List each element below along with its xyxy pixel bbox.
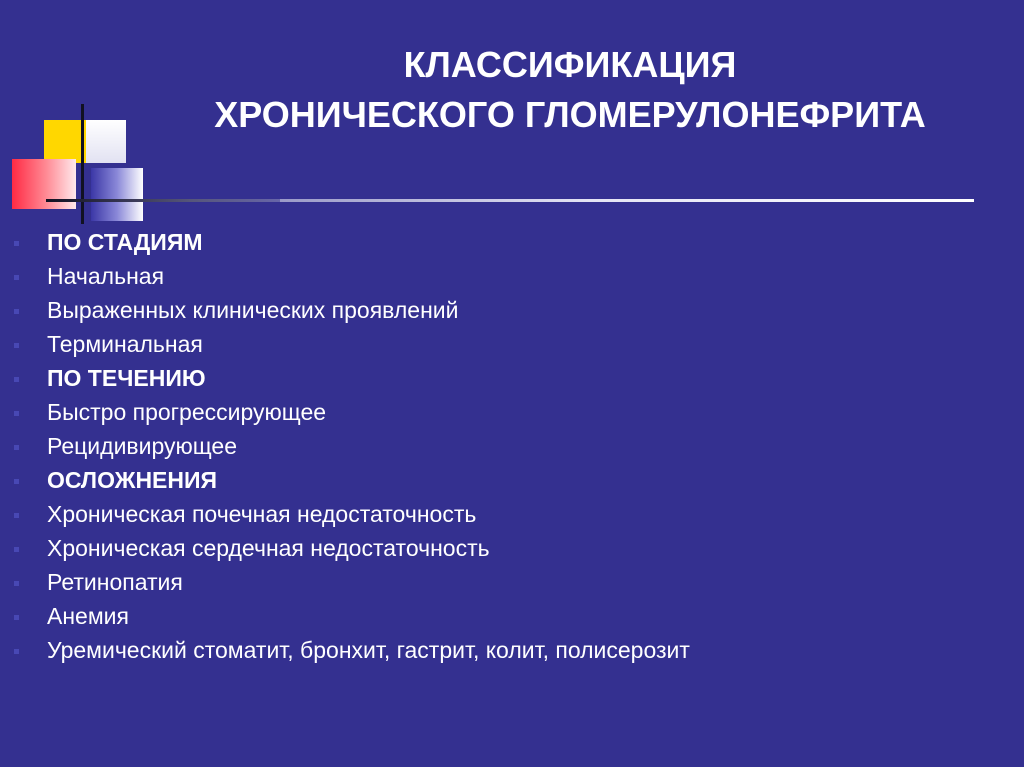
square-bullet-icon (14, 377, 19, 382)
list-item-text: ПО ТЕЧЕНИЮ (47, 365, 206, 391)
list-item (0, 633, 690, 667)
decorative-white-square (86, 120, 126, 163)
section-heading (0, 463, 690, 497)
list-item-text: Ретинопатия (47, 569, 183, 595)
section-heading (0, 225, 690, 259)
list-item (0, 429, 690, 463)
list-item-text: Терминальная (47, 331, 203, 357)
square-bullet-icon (14, 547, 19, 552)
square-bullet-icon (14, 241, 19, 246)
title-underline (280, 199, 974, 202)
square-bullet-icon (14, 513, 19, 518)
list-item-text: ПО СТАДИЯМ (47, 229, 203, 255)
square-bullet-icon (14, 445, 19, 450)
list-item-text: Хроническая сердечная недостаточность (47, 535, 490, 561)
decorative-vertical-line (81, 104, 84, 224)
square-bullet-icon (14, 649, 19, 654)
list-item-text: ОСЛОЖНЕНИЯ (47, 467, 218, 493)
list-item (0, 599, 690, 633)
square-bullet-icon (14, 343, 19, 348)
square-bullet-icon (14, 309, 19, 314)
decorative-blue-square (91, 168, 143, 221)
list-item-text: Хроническая почечная недостаточность (47, 501, 477, 527)
square-bullet-icon (14, 411, 19, 416)
title-line-2: ХРОНИЧЕСКОГО ГЛОМЕРУЛОНЕФРИТА (214, 94, 926, 135)
square-bullet-icon (14, 615, 19, 620)
list-item (0, 293, 690, 327)
list-item (0, 259, 690, 293)
list-item-text: Быстро прогрессирующее (47, 399, 327, 425)
list-item (0, 395, 690, 429)
decorative-horizontal-line-dark (46, 199, 286, 202)
list-item-text: Начальная (47, 263, 165, 289)
square-bullet-icon (14, 275, 19, 280)
list-item-text: Рецидивирующее (47, 433, 238, 459)
decorative-yellow-square (44, 120, 86, 163)
title-line-1: КЛАССИФИКАЦИЯ (403, 44, 737, 85)
list-item (0, 531, 690, 565)
slide-title (130, 40, 1010, 140)
square-bullet-icon (14, 479, 19, 484)
list-item-text: Анемия (47, 603, 129, 629)
section-heading (0, 361, 690, 395)
list-item (0, 497, 690, 531)
list-item (0, 327, 690, 361)
list-item-text: Уремический стоматит, бронхит, гастрит, колит, полисерозит (47, 637, 690, 663)
bullet-list (0, 225, 690, 667)
square-bullet-icon (14, 581, 19, 586)
list-item-text: Выраженных клинических проявлений (47, 297, 459, 323)
list-item (0, 565, 690, 599)
